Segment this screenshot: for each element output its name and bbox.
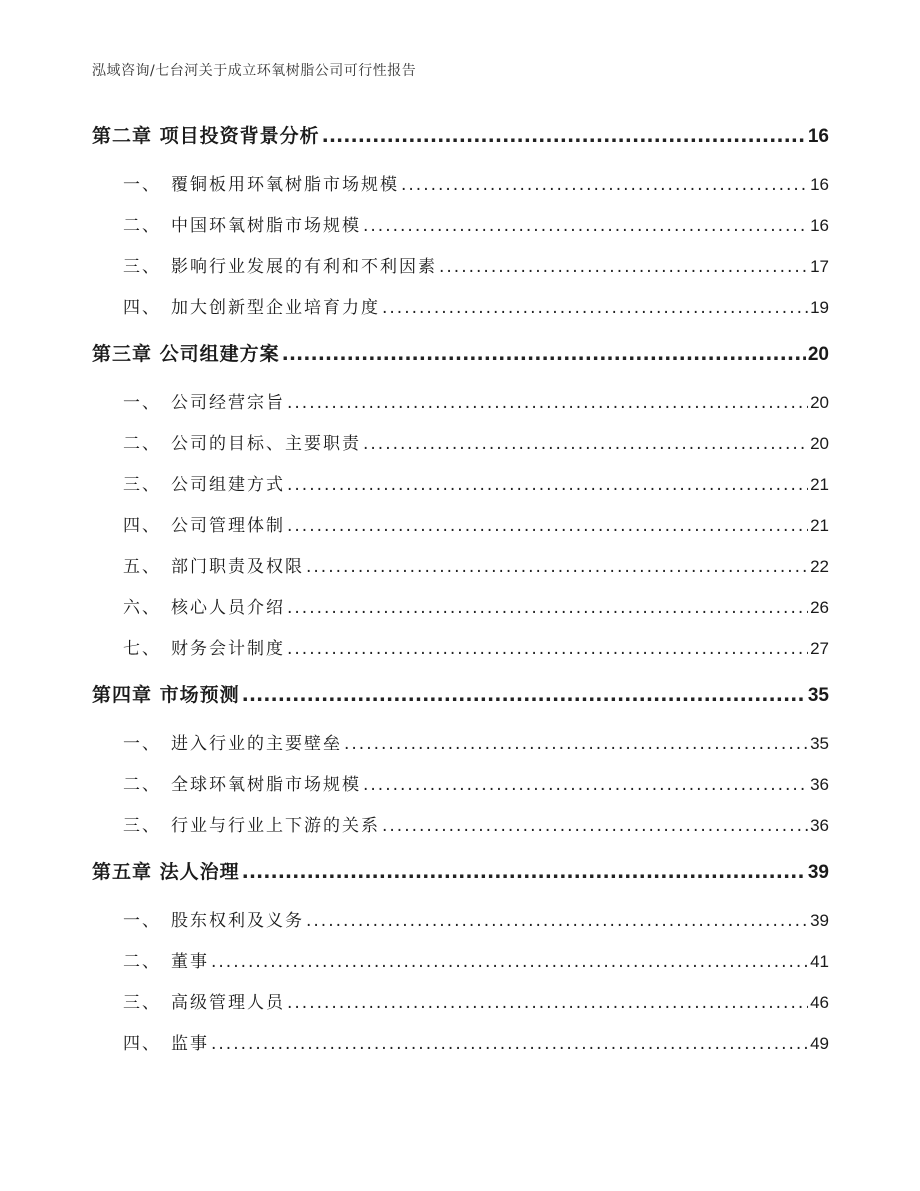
toc-entry-number: 三、 [123,257,161,277]
toc-entry-number: 一、 [123,911,161,931]
toc-entry-title [123,206,361,246]
toc-leader-dots [344,724,808,764]
toc-leader-dots [287,506,808,546]
toc-chapter-entry[interactable] [92,673,829,723]
toc-entry-text: 中国环氧树脂市场规模 [171,216,361,236]
toc-entry-number: 二、 [123,775,161,795]
toc-page-number: 35 [807,685,829,706]
toc-section-entry[interactable] [92,164,829,205]
toc-section-entry[interactable] [92,805,829,846]
toc-entry-number: 二、 [123,434,161,454]
toc-page-number: 16 [807,126,829,147]
toc-leader-dots [287,383,808,423]
toc-leader-dots [306,547,808,587]
toc-entry-number: 四、 [123,1034,161,1054]
toc-entry-text: 部门职责及权限 [171,557,304,577]
toc-page-number: 20 [810,393,829,412]
toc-entry-text: 加大创新型企业培育力度 [171,298,380,318]
toc-section-entry[interactable] [92,982,829,1023]
toc-section-entry[interactable] [92,287,829,328]
toc-page-number: 26 [810,598,829,617]
toc-entry-number: 四、 [123,298,161,318]
toc-entry-title [123,724,342,764]
toc-page-number: 36 [810,816,829,835]
toc-section-entry[interactable] [92,464,829,505]
toc-page-number: 39 [807,862,829,883]
toc-leader-dots [306,901,808,941]
toc-entry-number: 三、 [123,475,161,495]
toc-entry-text: 高级管理人员 [171,993,285,1013]
toc-page-number: 22 [810,557,829,576]
toc-entry-title: 第三章 公司组建方案 [92,343,280,365]
toc-entry-title: 第五章 法人治理 [92,861,240,883]
toc-page-number: 41 [810,952,829,971]
toc-entry-number: 一、 [123,734,161,754]
toc-entry-text: 公司组建方式 [171,475,285,495]
toc-leader-dots [211,942,808,982]
toc-leader-dots [401,165,808,205]
toc-entry-text: 公司的目标、主要职责 [171,434,361,454]
toc-leader-dots [363,765,808,805]
toc-entry-number: 二、 [123,952,161,972]
toc-page-number: 17 [810,257,829,276]
toc-page-number: 16 [810,175,829,194]
toc-entry-number: 三、 [123,816,161,836]
toc-page-number: 20 [807,344,829,365]
toc-leader-dots [282,332,806,376]
toc-section-entry[interactable] [92,546,829,587]
table-of-contents [92,114,829,1064]
toc-entry-title: 第四章 市场预测 [92,684,240,706]
toc-entry-text: 行业与行业上下游的关系 [171,816,380,836]
toc-section-entry[interactable] [92,205,829,246]
toc-entry-title [123,629,285,669]
toc-section-entry[interactable] [92,423,829,464]
toc-page-number: 27 [810,639,829,658]
toc-entry-text: 影响行业发展的有利和不利因素 [171,257,437,277]
toc-entry-text: 监事 [171,1034,209,1054]
toc-leader-dots [322,114,806,158]
toc-chapter-entry[interactable] [92,850,829,900]
toc-page-number: 46 [810,993,829,1012]
toc-entry-text: 核心人员介绍 [171,598,285,618]
toc-entry-number: 七、 [123,639,161,659]
toc-leader-dots [439,247,808,287]
toc-page-number: 16 [810,216,829,235]
toc-entry-text: 股东权利及义务 [171,911,304,931]
toc-leader-dots [287,983,808,1023]
toc-leader-dots [363,206,808,246]
toc-page-number: 36 [810,775,829,794]
toc-entry-number: 一、 [123,175,161,195]
toc-section-entry[interactable] [92,723,829,764]
toc-entry-text: 进入行业的主要壁垒 [171,734,342,754]
toc-chapter-entry[interactable] [92,114,829,164]
toc-section-entry[interactable] [92,1023,829,1064]
toc-leader-dots [242,673,806,717]
toc-entry-title [123,247,437,287]
toc-entry-title [123,765,361,805]
toc-entry-title [123,506,285,546]
toc-leader-dots [287,629,808,669]
toc-page-number: 21 [810,516,829,535]
toc-page-number: 49 [810,1034,829,1053]
toc-page-number: 19 [810,298,829,317]
toc-leader-dots [287,465,808,505]
toc-leader-dots [211,1024,808,1064]
toc-entry-title [123,165,399,205]
toc-section-entry[interactable] [92,382,829,423]
toc-entry-title: 第二章 项目投资背景分析 [92,125,320,147]
toc-page-number: 20 [810,434,829,453]
toc-leader-dots [382,806,808,846]
toc-section-entry[interactable] [92,505,829,546]
toc-entry-title [123,806,380,846]
toc-section-entry[interactable] [92,941,829,982]
toc-leader-dots [242,850,806,894]
toc-entry-title [123,424,361,464]
toc-entry-text: 全球环氧树脂市场规模 [171,775,361,795]
toc-entry-title [123,983,285,1023]
toc-entry-title [123,288,380,328]
toc-entry-text: 公司经营宗旨 [171,393,285,413]
toc-entry-number: 六、 [123,598,161,618]
toc-entry-title [123,547,304,587]
toc-page-number: 35 [810,734,829,753]
toc-entry-number: 五、 [123,557,161,577]
toc-leader-dots [363,424,808,464]
toc-chapter-entry[interactable] [92,332,829,382]
toc-section-entry[interactable] [92,246,829,287]
toc-page-number: 21 [810,475,829,494]
toc-section-entry[interactable] [92,587,829,628]
toc-entry-text: 董事 [171,952,209,972]
toc-page-number: 39 [810,911,829,930]
toc-entry-title [123,465,285,505]
toc-entry-text: 公司管理体制 [171,516,285,536]
toc-entry-number: 三、 [123,993,161,1013]
toc-leader-dots [382,288,808,328]
running-header: 泓域咨询/七台河关于成立环氧树脂公司可行性报告 [92,63,417,79]
toc-entry-title [123,942,209,982]
toc-entry-text: 覆铜板用环氧树脂市场规模 [171,175,399,195]
toc-entry-title [123,901,304,941]
toc-entry-number: 四、 [123,516,161,536]
toc-entry-title [123,383,285,423]
toc-section-entry[interactable] [92,628,829,669]
toc-leader-dots [287,588,808,628]
toc-entry-title [123,1024,209,1064]
toc-section-entry[interactable] [92,764,829,805]
toc-entry-number: 一、 [123,393,161,413]
toc-entry-title [123,588,285,628]
toc-section-entry[interactable] [92,900,829,941]
toc-entry-text: 财务会计制度 [171,639,285,659]
toc-entry-number: 二、 [123,216,161,236]
